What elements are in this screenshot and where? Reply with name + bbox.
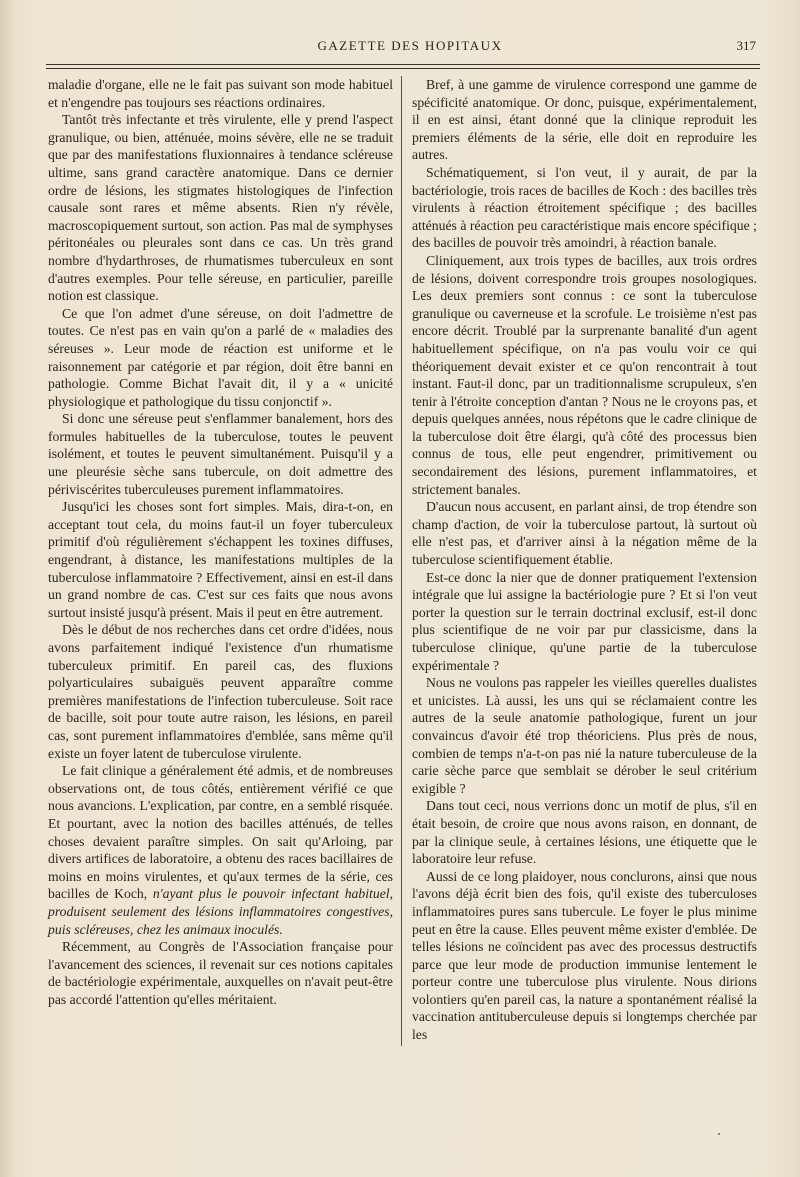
column-divider bbox=[401, 76, 402, 1046]
running-head: GAZETTE DES HOPITAUX bbox=[317, 38, 503, 53]
paragraph: Aussi de ce long plaidoyer, nous conclurons, ainsi que nous l'avons déjà écrit bien des fois, qu'il existe des tuberculoses inflammatoires pures sans tubercule. Le foyer le plus minime peut en être la cause. Elles peuvent même exister d'emblée. De telles lésions ne coïncident pas avec des processus destructifs parce que leur mode de production immunise lentement le porteur contre une tuberculose plus virulente. Nous dirions volontiers qu'en pareil cas, la nature a spontanément réalisé la vaccination antituberculeuse depuis si longtemps cherchée par les bbox=[412, 868, 757, 1043]
paragraph: Bref, à une gamme de virulence correspond une gamme de spécificité anatomique. Or donc, puisque, expérimentalement, il en est ainsi, étant donné que la clinique reproduit les premiers éléments de la série, elle doit en reproduire les autres. bbox=[412, 77, 757, 163]
paragraph: Schématiquement, si l'on veut, il y aurait, de par la bactériologie, trois races de bacilles de Koch : des bacilles très virulents à réaction étroitement spécifique ; des bacilles atténués à réaction peu caractéristique mais encore spécifique ; des bacilles de pouvoir très amoindri, à réaction banale. bbox=[412, 164, 757, 251]
paragraph: Tantôt très infectante et très virulente, elle y prend l'aspect granulique, ou bien, atténuée, moins sévère, elle ne se traduit que par des manifestations fluxionnaires à tendance scléreuse ultime, sans grand caractère anatomique. Dans ce dernier ordre de lésions, les stigmates histologiques de l'infection causale sont rares et même absents. Rien n'y révèle, macroscopiquement surtout, son action. Pas mal de symphyses péritonéales ou pleurales sont dans ce cas. Un très grand nombre d'hydarthroses, de rhumatismes tuberculeux en sont d'autres exemples. Pour telle séreuse, en particulier, pareille notion est classique. bbox=[48, 112, 393, 304]
paragraph: Jusqu'ici les choses sont fort simples. Mais, dira-t-on, en acceptant tout cela, du moins faut-il un foyer tuberculeux primitif d'où régulièrement s'échappent les toxines diffuses, engendrant, à distance, les manifestations multiples de la tuberculose inflammatoire ? Effectivement, ainsi en est-il dans un grand nombre de cas. C'est sur ces faits que nous avons surtout insisté jusqu'à présent. Mais il peut en être autrement. bbox=[48, 499, 393, 620]
italic-quote: n'ayant plus le pouvoir infectant habituel, produisent seulement des lésions inflammatoires congestives, puis scléreuses, chez les animaux inoculés. bbox=[48, 886, 393, 937]
header-rule bbox=[46, 64, 760, 69]
page-number: 317 bbox=[736, 38, 756, 53]
paragraph bbox=[48, 762, 393, 938]
paragraph: Cliniquement, aux trois types de bacilles, aux trois ordres de lésions, doivent correspondre trois groupes nosologiques. Les deux premiers sont connus : ce sont la tuberculose granulique ou caverneuse et la scrofule. Le troisième n'est pas encore décrit. Troublé par la surprenante banalité d'un agent habituellement spécifique, on n'a pas voulu voir ce qui théoriquement devait exister et ce qu'on rencontrait à tout instant. Faut-il donc, par un traditionnalisme scrupuleux, s'en tenir à l'étroite conception d'antan ? Nous ne le croyons pas, et depuis quelques années, nous répétons que le cadre clinique de la tuberculose doit être élargi, qu'à côté des processus bien connus de tous, elle peut engendrer, primitivement ou secondairement des lésions, purement inflammatoires, et strictement banales. bbox=[412, 252, 757, 497]
paragraph: Dans tout ceci, nous verrions donc un motif de plus, s'il en était besoin, de croire que nous avons raison, en donnant, de par la clinique seule, à certaines lésions, une étiquette que le laboratoire leur refuse. bbox=[412, 798, 757, 867]
paragraph: D'aucun nous accusent, en parlant ainsi, de trop étendre son champ d'action, de voir la tuberculose partout, là surtout où elle n'est pas, et d'arriver ainsi à la négation même de la tuberculose scientifiquement établie. bbox=[412, 499, 757, 568]
paper-speck bbox=[718, 1133, 720, 1135]
paragraph: Est-ce donc la nier que de donner pratiquement l'extension intégrale que lui assigne la bactériologie pure ? Et si l'on veut porter la question sur le terrain doctrinal exclusif, est-il donc plus scientifique de ne voir par pur classicisme, dans la tuberculose clinique, qu'une partie de la tuberculose expérimentale ? bbox=[412, 569, 757, 673]
paragraph: Si donc une séreuse peut s'enflammer banalement, hors des formules habituelles de la tuberculose, toutes le peuvent isolément, et toutes le peuvent simultanément. Puisqu'il y a une pleurésie sèche sans tubercule, on doit admettre des périviscérites tuberculeuses purement inflammatoires. bbox=[48, 411, 393, 497]
paragraph: Récemment, au Congrès de l'Association française pour l'avancement des sciences, il revenait sur ces notions capitales de bactériologie expérimentale, auxquelles on n'avait peut-être pas accordé l'attention qu'elles méritaient. bbox=[48, 939, 393, 1007]
paragraph-text: Le fait clinique a généralement été admis, et de nombreuses observations ont, de tous côtés, entièrement vérifié ce que nous avancions. L'explication, par contre, en a semblé risquée. Et pourtant, avec la notion des bacilles atténués, de telles choses devaient paraître simples. On sait qu'Arloing, par divers artifices de laboratoire, a obtenu des races bacillaires de moins en moins virulentes, et qu'aux termes de la série, ces bacilles de Koch, bbox=[48, 763, 393, 902]
paragraph: maladie d'organe, elle ne le fait pas suivant son mode habituel et n'engendre pas toujours ses réactions ordinaires. bbox=[48, 77, 393, 110]
paragraph: Nous ne voulons pas rappeler les vieilles querelles dualistes et unicistes. Là aussi, les uns qui se réclamaient contre les autres de la seule anatomie pathologique, furent un jour convaincus d'avoir été trop théoriciens. Plus près de nous, combien de temps n'a-t-on pas nié la nature tuberculeuse de la carie sèche parce que semblait se dérober le seul critérium exigible ? bbox=[412, 675, 757, 796]
paragraph: Ce que l'on admet d'une séreuse, on doit l'admettre de toutes. Ce n'est pas en vain qu'on a parlé de « maladies des séreuses ». Leur mode de réaction est uniforme et le raisonnement par catégorie et par région, doit être banni en pathologie. Comme Bichat l'avait dit, il y a « unicité physiologique et pathologique du tissu conjonctif ». bbox=[48, 305, 393, 409]
paragraph: Dès le début de nos recherches dans cet ordre d'idées, nous avons parfaitement indiqué l'existence d'un rhumatisme tuberculeux primitif. En pareil cas, des fluxions polyarticulaires subaiguës peuvent apparaître comme premières manifestations de l'infection tuberculeuse. Soit race de bacille, soit pour toute autre raison, les lésions, en pareil cas, sont purement inflammatoires d'emblée, sans même qu'il existe un foyer latent de tuberculose virulente. bbox=[48, 622, 393, 761]
right-column bbox=[412, 76, 757, 1044]
left-column bbox=[48, 76, 393, 1008]
page-header bbox=[60, 38, 760, 60]
